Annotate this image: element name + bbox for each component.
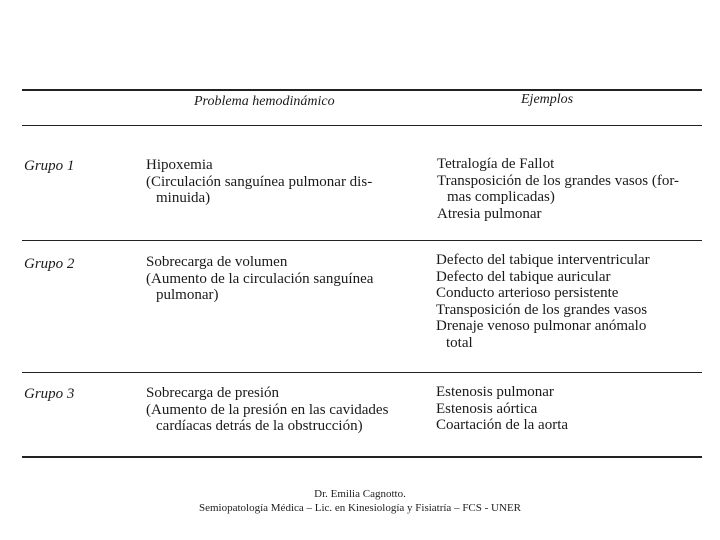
example-item: Atresia pulmonar [437, 205, 542, 222]
example-item: Estenosis aórtica [436, 400, 538, 417]
problem-line: Sobrecarga de presión [146, 385, 280, 401]
top-rule [22, 89, 702, 91]
problem-cell [146, 254, 373, 304]
header-rule [22, 125, 702, 126]
problem-cell [146, 385, 388, 435]
problem-line: (Aumento de la presión en las cavidades [146, 401, 389, 418]
problem-line: Hipoxemia [146, 157, 213, 173]
example-item: Coartación de la aorta [436, 417, 569, 433]
examples-cell [436, 384, 568, 434]
bottom-rule [22, 456, 702, 458]
group-divider [22, 240, 702, 241]
footer-course: Semiopatología Médica – Lic. en Kinesiología y Fisiatría – FCS - UNER [198, 502, 521, 514]
example-item: Estenosis pulmonar [436, 384, 554, 400]
problem-line: cardíacas detrás de la obstrucción) [156, 418, 363, 434]
column-header-examples: Ejemplos [521, 92, 574, 107]
problem-line: pulmonar) [156, 287, 219, 303]
example-item: total [446, 334, 473, 351]
example-item: mas complicadas) [447, 189, 555, 205]
examples-cell [436, 252, 650, 351]
example-item: Defecto del tabique auricular [436, 268, 611, 285]
problem-line: (Circulación sanguínea pulmonar dis- [146, 173, 373, 190]
example-item: Transposición de los grandes vasos [436, 301, 648, 318]
example-item: Defecto del tabique interventricular [436, 252, 650, 268]
example-item: Transposición de los grandes vasos (for- [437, 172, 680, 189]
example-item: Drenaje venoso pulmonar anómalo [436, 318, 647, 334]
group-label: Grupo 2 [24, 256, 75, 272]
examples-cell [437, 156, 679, 222]
group-label: Grupo 3 [24, 386, 75, 402]
problem-cell [146, 157, 372, 207]
example-item: Conducto arterioso persistente [436, 285, 619, 301]
example-item: Tetralogía de Fallot [437, 156, 555, 172]
footer-author: Dr. Emilia Cagnotto. [314, 488, 406, 500]
problem-line: Sobrecarga de volumen [146, 254, 288, 270]
problem-line: (Aumento de la circulación sanguínea [146, 270, 374, 287]
group-label: Grupo 1 [24, 158, 75, 174]
column-header-problem: Problema hemodinámico [194, 94, 335, 109]
group-divider [22, 372, 702, 373]
problem-line: minuida) [156, 190, 211, 206]
